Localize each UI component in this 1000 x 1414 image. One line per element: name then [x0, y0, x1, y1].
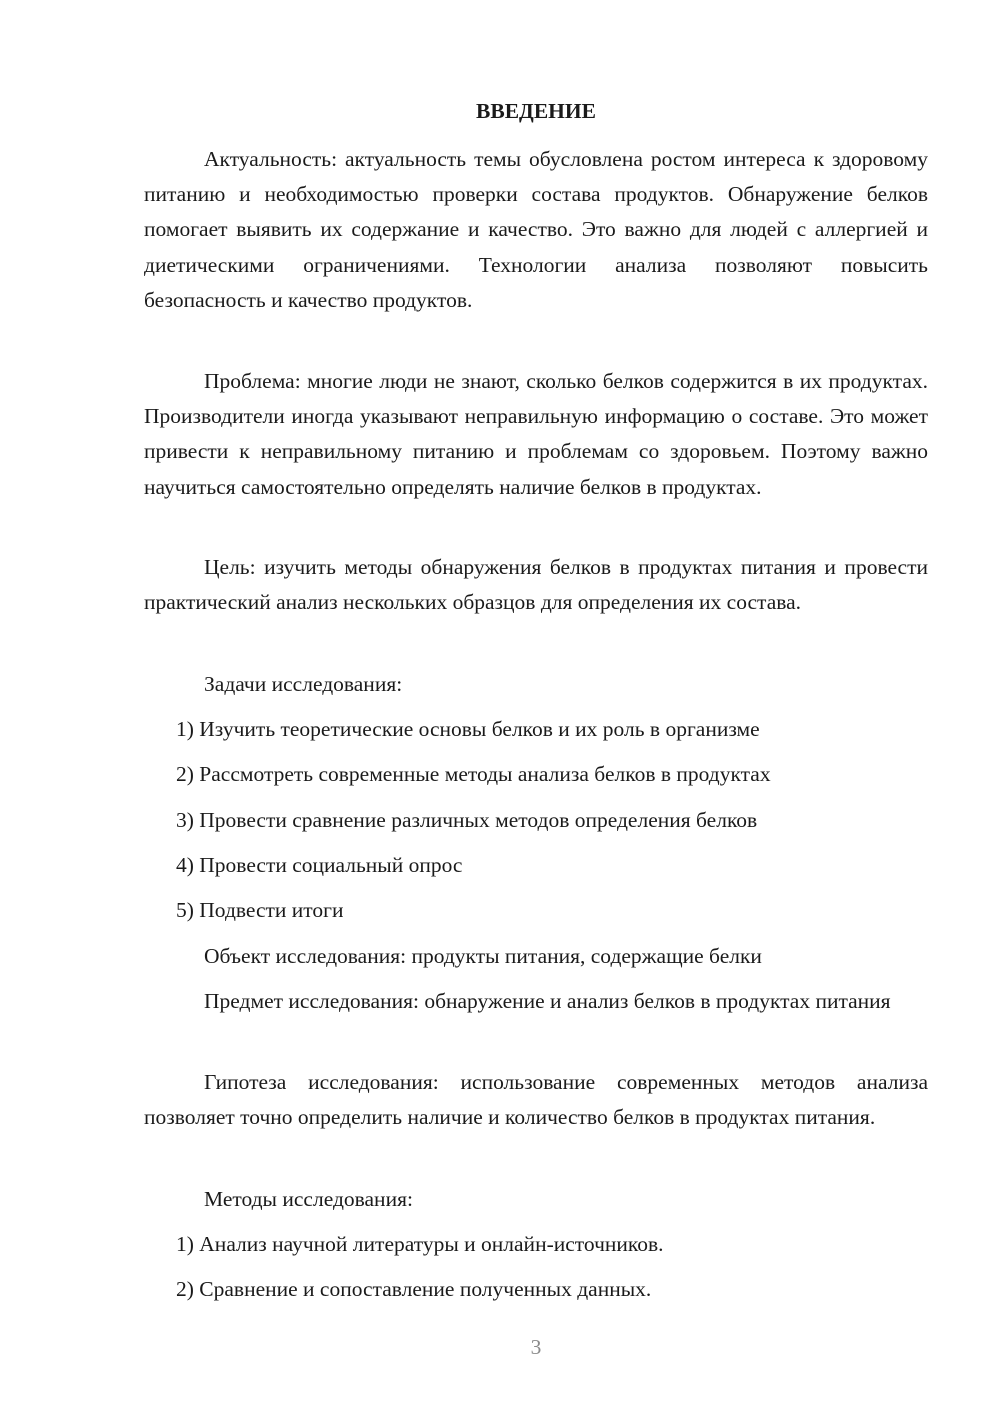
- tasks-heading: Задачи исследования:: [204, 672, 403, 696]
- list-item: 1) Изучить теоретические основы белков и их роль в организме: [176, 717, 760, 741]
- list-item: 2) Сравнение и сопоставление полученных данных.: [176, 1277, 652, 1301]
- list-item: 5) Подвести итоги: [176, 898, 344, 922]
- paragraph-subject: Предмет исследования: обнаружение и анализ белков в продуктах питания: [204, 989, 891, 1013]
- paragraph-goal: Цель: изучить методы обнаружения белков в продуктах питания и провести практический анализ нескольких образцов для определения их состава.: [144, 555, 928, 615]
- list-item: 3) Провести сравнение различных методов определения белков: [176, 808, 758, 832]
- list-item: 1) Анализ научной литературы и онлайн-источников.: [176, 1232, 664, 1256]
- page-number: 3: [530, 1335, 542, 1359]
- paragraph-object: Объект исследования: продукты питания, содержащие белки: [204, 944, 762, 968]
- paragraph-problem: Проблема: многие люди не знают, сколько белков содержится в их продуктах. Производители иногда указывают неправильную информацию о составе. Это может привести к неправильному питанию и проблемам со здоровьем. Поэтому важно научиться самостоятельно определять наличие белков в продуктах.: [144, 369, 928, 499]
- list-item: 2) Рассмотреть современные методы анализа белков в продуктах: [176, 762, 771, 786]
- paragraph-hypothesis: Гипотеза исследования: использование современных методов анализа позволяет точно определить наличие и количество белков в продуктах питания.: [144, 1070, 928, 1130]
- list-item: 4) Провести социальный опрос: [176, 853, 463, 877]
- paragraph-relevance: Актуальность: актуальность темы обусловлена ростом интереса к здоровому питанию и необходимостью проверки состава продуктов. Обнаружение белков помогает выявить их содержание и качество. Это важно для людей с аллергией и диетическими ограничениями. Технологии анализа позволяют повысить безопасность и качество продуктов.: [144, 147, 928, 312]
- methods-heading: Методы исследования:: [204, 1187, 413, 1211]
- section-title: ВВЕДЕНИЕ: [476, 99, 596, 123]
